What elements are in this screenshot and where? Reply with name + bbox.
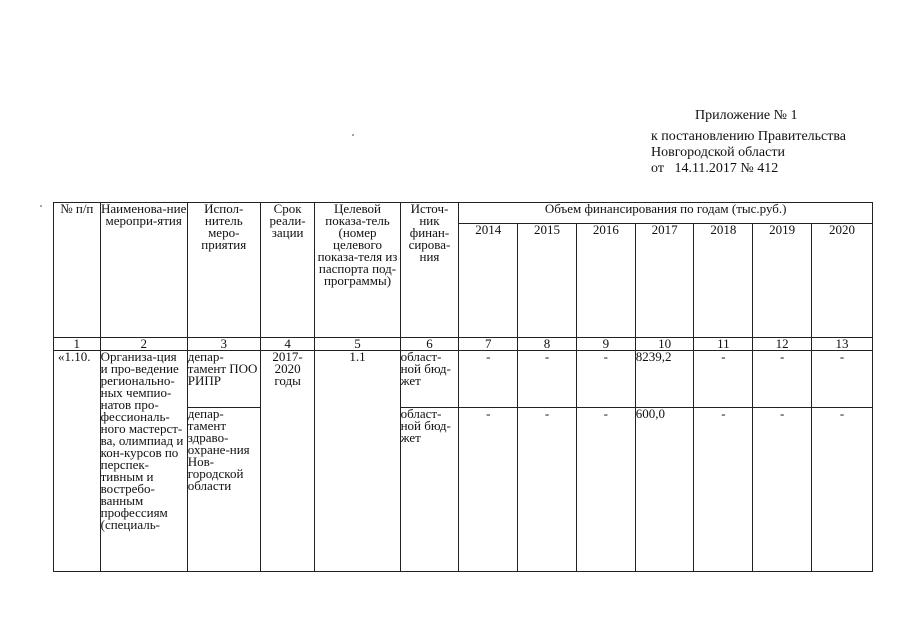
row-indicator: 1.1 [315,351,400,572]
header-executor: Испол-нитель меро-приятия [187,203,260,338]
column-number: 13 [812,338,873,351]
value-cell: - [694,408,753,572]
header-year: 2018 [694,224,753,338]
column-number: 9 [576,338,635,351]
date-prefix: от [651,161,664,176]
header-year: 2016 [576,224,635,338]
header-num: № п/п [54,203,101,338]
resolution-line-2: Новгородской области [651,145,785,160]
value-cell: - [459,351,518,408]
value-cell: - [459,408,518,572]
date-line [651,161,846,177]
header-year: 2015 [518,224,577,338]
value-cell: - [576,351,635,408]
row-name: Организа-ция и про-ведение регионально-ных чемпио-натов про-фессиональ-ного мастерст-ва, олимпиад и кон-курсов по перспек-тивным и востребо-ванным профессиям (специаль- [100,351,187,572]
appendix-label: Приложение № 1 [695,108,798,123]
column-number: 6 [400,338,459,351]
value-cell: - [812,351,873,408]
column-number: 12 [753,338,812,351]
resolution-block [651,129,846,177]
scan-artifact [352,134,354,136]
column-number: 11 [694,338,753,351]
column-number: 5 [315,338,400,351]
value-cell: - [812,408,873,572]
value-cell: 600,0 [635,408,694,572]
table-row [54,351,873,408]
header-year: 2019 [753,224,812,338]
value-cell: - [518,351,577,408]
column-number: 8 [518,338,577,351]
header-term: Срок реали-зации [260,203,315,338]
header-indicator: Целевой показа-тель (номер целевого показа-теля из паспорта под-программы) [315,203,400,338]
date-value: 14.11.2017 № 412 [674,161,779,176]
header-financing: Объем финансирования по годам (тыс.руб.) [459,203,873,224]
column-number: 4 [260,338,315,351]
row-executor-1: депар-тамент ПОО РИПР [187,351,260,408]
value-cell: - [753,408,812,572]
header-name: Наименова-ние меропри-ятия [100,203,187,338]
value-cell: 8239,2 [635,351,694,408]
row-term: 2017-2020 годы [260,351,315,572]
header-year: 2017 [635,224,694,338]
row-executor-2: депар-тамент здраво-охране-ния Нов-городской области [187,408,260,572]
row-number: «1.10. [54,351,101,572]
header-source: Источ-ник финан-сирова-ния [400,203,459,338]
column-number: 2 [100,338,187,351]
column-number: 3 [187,338,260,351]
row-source-1: област-ной бюд-жет [400,351,459,408]
column-number: 7 [459,338,518,351]
value-cell: - [576,408,635,572]
value-cell: - [518,408,577,572]
row-source-2: област-ной бюд-жет [400,408,459,572]
resolution-line-1: к постановлению Правительства [651,129,847,144]
value-cell: - [753,351,812,408]
scan-artifact [40,205,42,207]
header-year: 2014 [459,224,518,338]
column-number: 1 [54,338,101,351]
column-number: 10 [635,338,694,351]
financing-table [53,202,873,572]
header-year: 2020 [812,224,873,338]
value-cell: - [694,351,753,408]
